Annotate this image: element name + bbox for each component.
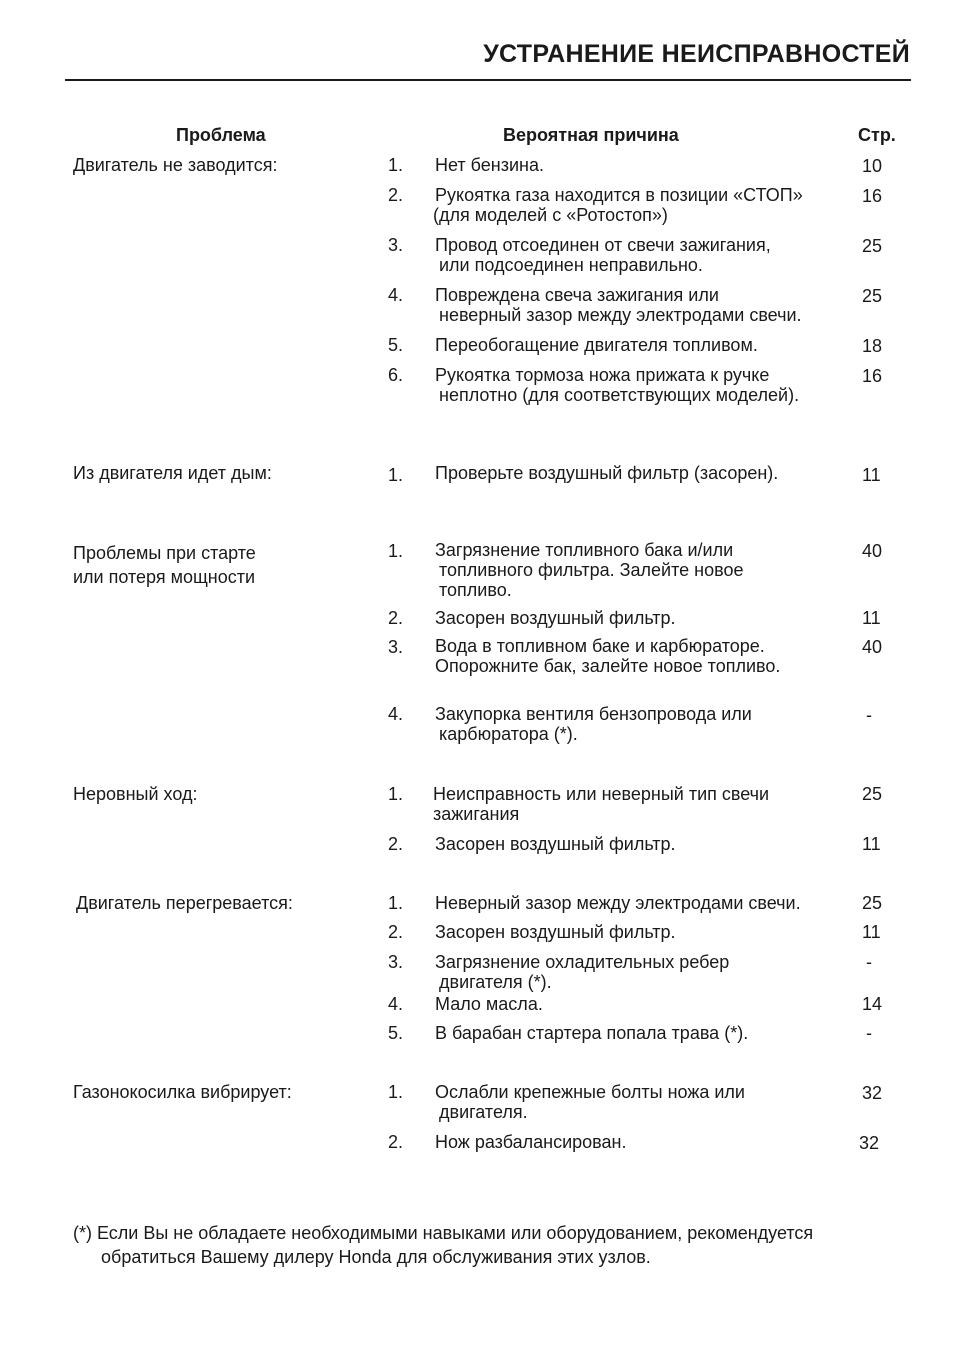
cause-text: Мало масла. [435, 994, 543, 1014]
item-number: 2. [388, 834, 404, 854]
item-number: 1. [388, 155, 404, 175]
problem-label: Газонокосилка вибрирует: [73, 1082, 292, 1102]
page-ref: 25 [862, 286, 883, 306]
page-ref: 10 [862, 156, 883, 176]
page-ref: 32 [862, 1083, 883, 1103]
column-header-page: Стр. [858, 125, 896, 145]
cause-text: Нет бензина. [435, 155, 544, 175]
page-ref: 11 [862, 922, 881, 942]
page-ref: 11 [862, 608, 881, 628]
page-ref: 25 [862, 784, 883, 804]
item-number: 1. [388, 784, 404, 804]
cause-text: Проверьте воздушный фильтр (засорен). [435, 463, 779, 483]
cause-text: Неисправность или неверный тип свечи зажигания [433, 784, 770, 824]
page-ref: 11 [862, 834, 881, 854]
cause-text: Рукоятка газа находится в позиции «СТОП» (для моделей с «Ротостоп») [433, 185, 803, 225]
item-number: 2. [388, 1132, 404, 1152]
item-number: 6. [388, 365, 404, 385]
problem-label: Двигатель не заводится: [73, 155, 278, 175]
item-number: 3. [388, 637, 404, 657]
cause-text: Переобогащение двигателя топливом. [435, 335, 758, 355]
cause-text: Закупорка вентиля бензопровода или карбюратора (*). [435, 704, 752, 744]
column-header-cause: Вероятная причина [503, 125, 679, 145]
cause-text: Неверный зазор между электродами свечи. [435, 893, 801, 913]
page-ref: 40 [862, 637, 883, 657]
cause-text: Засорен воздушный фильтр. [435, 608, 676, 628]
page-ref: - [866, 952, 872, 972]
cause-text: В барабан стартера попала трава (*). [435, 1023, 749, 1043]
item-number: 4. [388, 704, 404, 724]
item-number: 2. [388, 608, 404, 628]
page-ref: 25 [862, 893, 883, 913]
problem-label: Из двигателя идет дым: [73, 463, 272, 483]
page-ref: 16 [862, 366, 883, 386]
item-number: 4. [388, 285, 404, 305]
cause-text: Провод отсоединен от свечи зажигания, или подсоединен неправильно. [435, 235, 771, 275]
item-number: 3. [388, 235, 404, 255]
item-number: 1. [388, 893, 404, 913]
item-number: 5. [388, 335, 404, 355]
item-number: 5. [388, 1023, 404, 1043]
page-ref: 14 [862, 994, 883, 1014]
page-ref: 18 [862, 336, 883, 356]
page-ref: 32 [859, 1133, 880, 1153]
cause-text: Нож разбалансирован. [435, 1132, 627, 1152]
problem-label: Двигатель перегревается: [76, 893, 293, 913]
cause-text: Загрязнение охладительных ребер двигателя (*). [435, 952, 730, 992]
title-divider [65, 79, 911, 81]
cause-text: Повреждена свеча зажигания или неверный зазор между электродами свечи. [435, 285, 802, 325]
page-ref: - [866, 1023, 872, 1043]
problem-label: Проблемы при старте или потеря мощности [73, 543, 256, 587]
item-number: 3. [388, 952, 404, 972]
page-ref: 11 [862, 465, 881, 485]
item-number: 2. [388, 185, 404, 205]
cause-text: Засорен воздушный фильтр. [435, 922, 676, 942]
page-ref: 40 [862, 541, 883, 561]
cause-text: Вода в топливном баке и карбюраторе. Опорожните бак, залейте новое топливо. [435, 636, 781, 676]
cause-text: Засорен воздушный фильтр. [435, 834, 676, 854]
item-number: 1. [388, 541, 404, 561]
item-number: 1. [388, 465, 404, 485]
page-ref: - [866, 705, 872, 725]
cause-text: Загрязнение топливного бака и/или топливного фильтра. Залейте новое топливо. [435, 540, 744, 600]
cause-text: Ослабли крепежные болты ножа или двигателя. [435, 1082, 745, 1122]
column-header-problem: Проблема [176, 125, 266, 145]
page-ref: 16 [862, 186, 883, 206]
footnote: (*) Если Вы не обладаете необходимыми навыками или оборудованием, рекомендуется обратиться Вашему дилеру Honda для обслуживания этих узлов. [73, 1223, 814, 1267]
problem-label: Неровный ход: [73, 784, 198, 804]
cause-text: Рукоятка тормоза ножа прижата к ручке неплотно (для соответствующих моделей). [435, 365, 800, 405]
item-number: 2. [388, 922, 404, 942]
item-number: 4. [388, 994, 404, 1014]
page-title: УСТРАНЕНИЕ НЕИСПРАВНОСТЕЙ [483, 40, 910, 68]
item-number: 1. [388, 1082, 404, 1102]
page-ref: 25 [862, 236, 883, 256]
